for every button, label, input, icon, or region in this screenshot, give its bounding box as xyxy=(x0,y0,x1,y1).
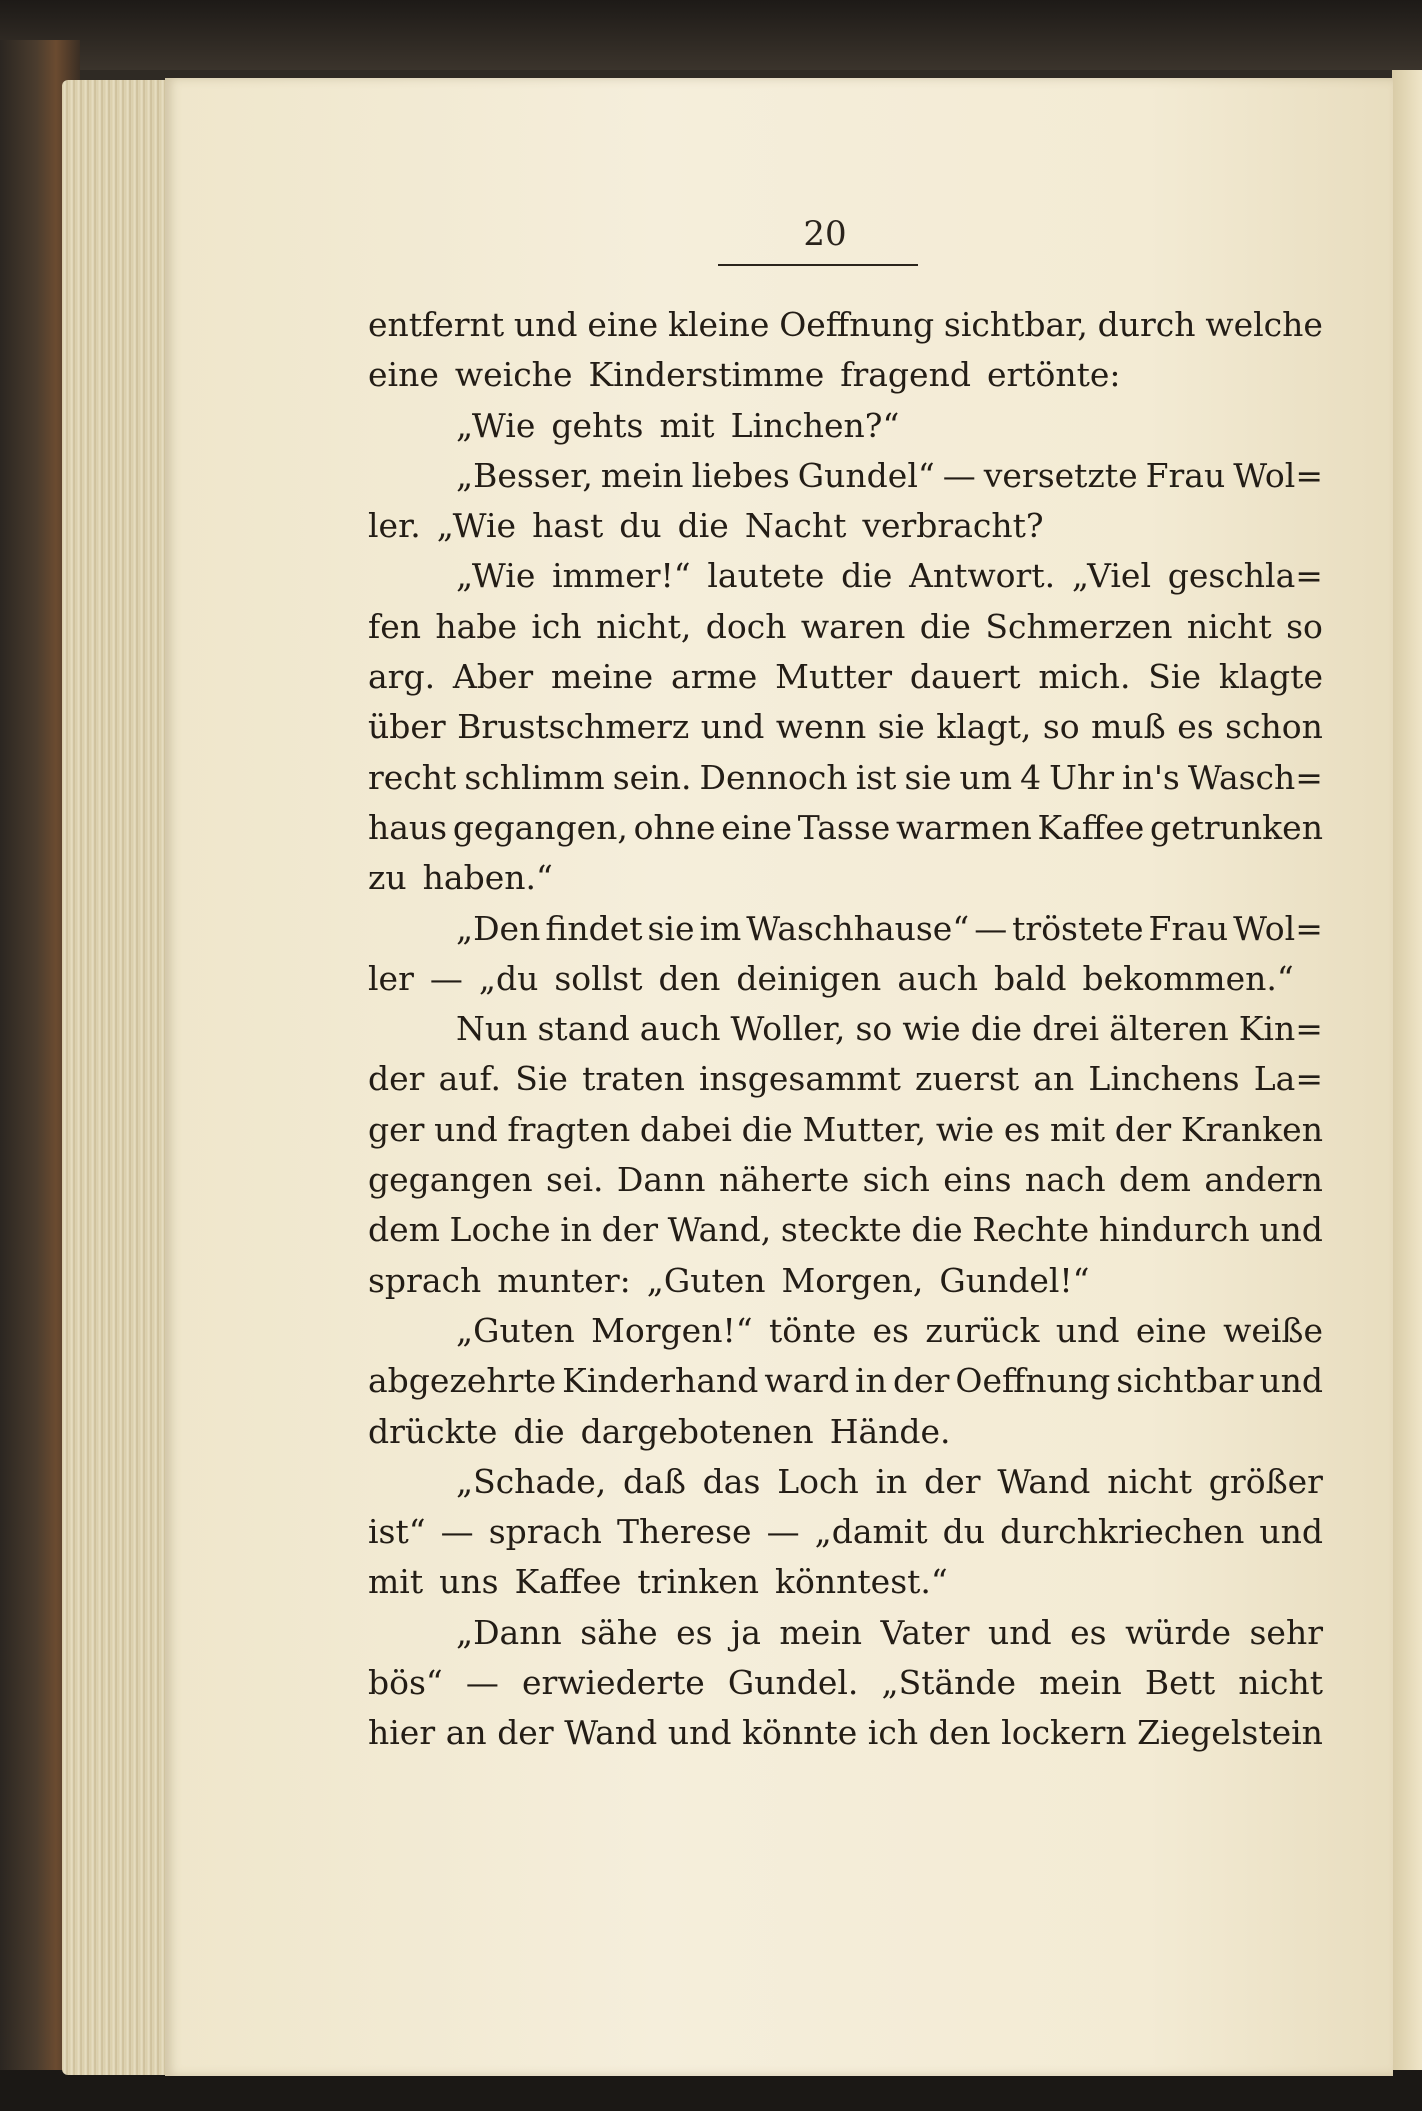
word: an xyxy=(1033,1059,1075,1099)
word: der xyxy=(497,1713,554,1753)
word: Hände. xyxy=(829,1411,951,1451)
text-line xyxy=(368,551,1323,601)
word: Mutter, xyxy=(802,1109,927,1149)
word: steckte xyxy=(780,1210,902,1250)
word: ist xyxy=(855,757,897,797)
word: arme xyxy=(671,657,758,697)
word: immer!“ xyxy=(552,556,691,596)
body-text xyxy=(368,300,1323,1759)
word: ist“ xyxy=(368,1512,426,1552)
word: Sie xyxy=(1148,657,1201,697)
word: dem xyxy=(368,1210,440,1250)
word: es xyxy=(1070,1612,1107,1652)
word: tröstete xyxy=(1012,908,1144,948)
word: „Den xyxy=(456,908,541,948)
word: ja xyxy=(731,1612,761,1652)
word: versetzte xyxy=(983,455,1138,495)
word: wie xyxy=(935,1109,995,1149)
word: in xyxy=(560,1210,592,1250)
word: stand xyxy=(537,1009,630,1049)
word: dargebotenen xyxy=(580,1411,814,1451)
word: gehts xyxy=(551,405,644,445)
word: „Wie xyxy=(456,405,536,445)
word: sichtbar, xyxy=(943,305,1088,344)
text-line xyxy=(368,1306,1323,1356)
word: die xyxy=(919,606,971,646)
word: sie xyxy=(877,707,925,747)
text-line xyxy=(368,803,1323,853)
word: gegangen, xyxy=(452,807,628,847)
text-line xyxy=(368,904,1323,954)
word: sprach xyxy=(368,1260,482,1300)
word: zurück xyxy=(925,1310,1040,1350)
word: Frau xyxy=(1145,455,1226,495)
word: „du xyxy=(478,958,539,998)
word: sähe xyxy=(580,1612,658,1652)
word: Linchen?“ xyxy=(730,405,900,445)
word: an xyxy=(445,1713,487,1753)
text-line xyxy=(368,652,1323,702)
word: hier xyxy=(368,1713,436,1753)
word: mit xyxy=(368,1562,424,1602)
word: Mutter xyxy=(775,657,893,697)
word: du xyxy=(619,506,662,546)
word: und xyxy=(1055,1310,1120,1350)
word: der xyxy=(368,1059,425,1099)
facing-page-edge xyxy=(1392,70,1422,2070)
word: wie xyxy=(902,1009,961,1049)
word: meine xyxy=(551,657,654,697)
word: Frau xyxy=(1148,908,1229,948)
word: Kaffee xyxy=(1037,807,1145,847)
word: mein xyxy=(1039,1663,1122,1703)
word: getrunken xyxy=(1149,807,1323,847)
text-line xyxy=(368,954,1323,1004)
word: würde xyxy=(1125,1612,1232,1652)
word: klagte xyxy=(1218,657,1323,697)
word: dabei xyxy=(639,1109,732,1149)
word: schlimm xyxy=(464,757,605,797)
word: lautete xyxy=(707,556,825,596)
text-line xyxy=(368,1155,1323,1205)
word: ler xyxy=(368,958,414,998)
word: weiße xyxy=(1223,1310,1323,1350)
word: und xyxy=(513,305,578,344)
word: ohne xyxy=(633,807,716,847)
word: so xyxy=(855,1009,893,1049)
word: du xyxy=(942,1512,986,1552)
word: ger xyxy=(368,1109,425,1149)
word: Antwort. xyxy=(909,556,1056,596)
word: sein. xyxy=(612,757,692,797)
word: munter: xyxy=(497,1260,631,1300)
word: den xyxy=(928,1713,991,1753)
text-line xyxy=(368,1608,1323,1658)
word: sei. xyxy=(546,1160,604,1200)
word: die xyxy=(677,506,729,546)
word: eine xyxy=(1135,1310,1207,1350)
word: „Stände xyxy=(881,1663,1017,1703)
word: — xyxy=(942,455,976,495)
text-line xyxy=(368,1054,1323,1104)
text-line xyxy=(368,300,1323,350)
word: es xyxy=(676,1612,713,1652)
word: andern xyxy=(1204,1160,1323,1200)
word: Kinderstimme xyxy=(588,355,825,395)
word: lockern xyxy=(1001,1713,1127,1753)
word: und xyxy=(1259,1361,1323,1401)
word: „Viel xyxy=(1071,556,1151,596)
word: mein xyxy=(779,1612,863,1652)
text-line xyxy=(368,1557,1323,1607)
text-line xyxy=(368,753,1323,803)
word: nicht xyxy=(1186,606,1272,646)
word: Gundel. xyxy=(727,1663,859,1703)
word: Loche xyxy=(449,1210,551,1250)
word: „Dann xyxy=(456,1612,562,1652)
word: Bett xyxy=(1144,1663,1216,1703)
page-edges xyxy=(62,80,172,2075)
word: es xyxy=(872,1310,909,1350)
word: Gundel“ xyxy=(797,455,935,495)
word: ich xyxy=(867,1713,919,1753)
word: und xyxy=(700,707,765,747)
word: gegangen xyxy=(368,1160,533,1200)
word: liebes xyxy=(691,455,790,495)
text-line xyxy=(368,1708,1323,1758)
text-line xyxy=(368,853,1323,903)
word: über xyxy=(368,707,446,747)
word: Oeffnung xyxy=(955,1361,1111,1401)
word: Sie xyxy=(515,1059,568,1099)
word: „Wie xyxy=(436,506,517,546)
text-line xyxy=(368,1105,1323,1155)
word: Morgen!“ xyxy=(591,1310,753,1350)
word: „Schade, xyxy=(456,1461,607,1501)
word: hast xyxy=(532,506,604,546)
word: der xyxy=(892,1361,950,1401)
word: fragend xyxy=(840,355,971,395)
word: älteren xyxy=(1109,1009,1229,1049)
word: sich xyxy=(862,1160,930,1200)
word: Wand, xyxy=(667,1210,772,1250)
word: dauert xyxy=(909,657,1021,697)
word: ler. xyxy=(368,506,421,546)
word: sollst xyxy=(554,958,643,998)
word: den xyxy=(658,958,721,998)
word: sie xyxy=(647,908,695,948)
word: auf. xyxy=(438,1059,502,1099)
word: insgesammt xyxy=(699,1059,901,1099)
word: Wand xyxy=(997,1461,1091,1501)
word: durch xyxy=(1097,305,1196,344)
word: ward xyxy=(764,1361,850,1401)
word: kleine xyxy=(667,305,770,344)
word: 4 xyxy=(1020,757,1042,797)
text-line xyxy=(368,602,1323,652)
word: Nun xyxy=(456,1009,528,1049)
word: entfernt xyxy=(368,305,505,344)
word: schon xyxy=(1225,707,1323,747)
word: waren xyxy=(800,606,906,646)
word: mit xyxy=(659,405,715,445)
word: Brustschmerz xyxy=(457,707,690,747)
word: dem xyxy=(1118,1160,1191,1200)
word: Ziegelstein xyxy=(1137,1713,1323,1753)
word: wenn xyxy=(775,707,867,747)
word: eine xyxy=(587,305,659,344)
word: abgezehrte xyxy=(368,1361,557,1401)
word: Gundel!“ xyxy=(939,1260,1090,1300)
word: fen xyxy=(368,606,421,646)
word: warmen xyxy=(895,807,1032,847)
word: verbracht? xyxy=(862,506,1044,546)
word: in xyxy=(855,1361,887,1401)
word: findet xyxy=(545,908,643,948)
text-line xyxy=(368,1004,1323,1054)
book-cover-bottom xyxy=(0,2070,1422,2111)
word: es xyxy=(1003,1109,1041,1149)
word: in's xyxy=(1122,757,1180,797)
word: Kinderhand xyxy=(562,1361,759,1401)
word: größer xyxy=(1208,1461,1323,1501)
word: und xyxy=(434,1109,498,1149)
word: — xyxy=(429,958,463,998)
word: nicht xyxy=(1238,1663,1323,1703)
word: Oeffnung xyxy=(779,305,935,344)
word: Aber xyxy=(452,657,534,697)
text-line xyxy=(368,350,1323,400)
word: „Besser, xyxy=(456,455,593,495)
word: sichtbar xyxy=(1116,1361,1254,1401)
page-number: 20 xyxy=(803,214,847,254)
word: hindurch xyxy=(1098,1210,1250,1250)
word: zu xyxy=(368,858,407,898)
word: — xyxy=(766,1512,800,1552)
word: Tasse xyxy=(797,807,891,847)
word: Vater xyxy=(880,1612,970,1652)
word: Morgen, xyxy=(781,1260,924,1300)
word: das xyxy=(702,1461,761,1501)
word: geschla= xyxy=(1167,556,1323,596)
word: die xyxy=(741,1109,793,1149)
word: Schmerzen xyxy=(985,606,1173,646)
word: näherte xyxy=(718,1160,850,1200)
word: bös“ xyxy=(368,1663,443,1703)
word: Loch xyxy=(777,1461,859,1501)
word: sehr xyxy=(1249,1612,1323,1652)
word: muß xyxy=(1091,707,1166,747)
word: Nacht xyxy=(744,506,847,546)
text-line xyxy=(368,1356,1323,1406)
word: könntest.“ xyxy=(775,1562,948,1602)
text-line xyxy=(368,1507,1323,1557)
text-line xyxy=(368,1407,1323,1457)
word: habe xyxy=(435,606,517,646)
word: nach xyxy=(1024,1160,1106,1200)
word: der xyxy=(601,1210,659,1250)
word: — xyxy=(440,1512,474,1552)
word: La= xyxy=(1253,1059,1323,1099)
word: arg. xyxy=(368,657,436,697)
word: recht xyxy=(368,757,457,797)
word: die xyxy=(911,1210,963,1250)
word: Dann xyxy=(616,1160,706,1200)
word: erwiederte xyxy=(521,1663,705,1703)
word: eine xyxy=(368,355,439,395)
text-line xyxy=(368,1205,1323,1255)
word: Kin= xyxy=(1238,1009,1323,1049)
word: Woller, xyxy=(730,1009,846,1049)
page-number-rule xyxy=(718,264,918,266)
word: uns xyxy=(439,1562,499,1602)
word: welche xyxy=(1205,305,1323,344)
word: „damit xyxy=(814,1512,928,1552)
word: ich xyxy=(531,606,582,646)
word: bekommen.“ xyxy=(1082,958,1294,998)
word: die xyxy=(841,556,893,596)
word: Kranken xyxy=(1180,1109,1323,1149)
word: Kaffee xyxy=(514,1562,622,1602)
word: die xyxy=(513,1411,565,1451)
word: der xyxy=(1114,1109,1172,1149)
word: Therese xyxy=(616,1512,752,1552)
word: haben.“ xyxy=(422,858,553,898)
word: ertönte: xyxy=(986,355,1121,395)
book-cover-top xyxy=(0,0,1422,70)
word: Wol= xyxy=(1233,908,1323,948)
text-line xyxy=(368,702,1323,752)
word: der xyxy=(924,1461,981,1501)
word: durchkriechen xyxy=(1000,1512,1245,1552)
text-line xyxy=(368,1457,1323,1507)
word: in xyxy=(875,1461,908,1501)
word: Dennoch xyxy=(699,757,848,797)
word: „Wie xyxy=(456,556,536,596)
word: deinigen xyxy=(736,958,882,998)
word: haus xyxy=(368,807,448,847)
word: auch xyxy=(897,958,978,998)
word: und xyxy=(988,1612,1052,1652)
word: drei xyxy=(1032,1009,1100,1049)
word: weiche xyxy=(454,355,573,395)
text-line xyxy=(368,1256,1323,1306)
word: tönte xyxy=(768,1310,857,1350)
word: könnte xyxy=(742,1713,858,1753)
word: und xyxy=(667,1713,732,1753)
word: doch xyxy=(705,606,787,646)
word: auch xyxy=(639,1009,721,1049)
word: im xyxy=(699,908,742,948)
word: traten xyxy=(582,1059,685,1099)
word: so xyxy=(1042,707,1080,747)
word: sie xyxy=(904,757,952,797)
word: fragten xyxy=(507,1109,631,1149)
word: drückte xyxy=(368,1411,498,1451)
word: Waschhause“ xyxy=(746,908,970,948)
word: Rechte xyxy=(972,1210,1090,1250)
word: mein xyxy=(600,455,684,495)
word: klagt, xyxy=(936,707,1032,747)
word: und xyxy=(1259,1210,1323,1250)
word: „Guten xyxy=(646,1260,766,1300)
word: — xyxy=(465,1663,499,1703)
word: nicht, xyxy=(596,606,692,646)
word: um xyxy=(959,757,1013,797)
word: mich. xyxy=(1038,657,1131,697)
word: daß xyxy=(623,1461,686,1501)
text-line xyxy=(368,451,1323,501)
word: mit xyxy=(1049,1109,1106,1149)
word: eine xyxy=(721,807,793,847)
word: Wasch= xyxy=(1187,757,1323,797)
word: es xyxy=(1177,707,1214,747)
text-line xyxy=(368,501,1323,551)
word: eins xyxy=(943,1160,1012,1200)
word: nicht xyxy=(1107,1461,1193,1501)
word: sprach xyxy=(488,1512,602,1552)
word: und xyxy=(1259,1512,1323,1552)
word: Wand xyxy=(564,1713,658,1753)
word: „Guten xyxy=(456,1310,575,1350)
word: Wol= xyxy=(1233,455,1323,495)
word: trinken xyxy=(637,1562,760,1602)
word: zuerst xyxy=(915,1059,1020,1099)
word: Uhr xyxy=(1049,757,1114,797)
text-line xyxy=(368,1658,1323,1708)
word: bald xyxy=(993,958,1067,998)
word: so xyxy=(1286,606,1323,646)
word: — xyxy=(974,908,1008,948)
word: die xyxy=(970,1009,1022,1049)
word: Linchens xyxy=(1088,1059,1240,1099)
text-line xyxy=(368,401,1323,451)
